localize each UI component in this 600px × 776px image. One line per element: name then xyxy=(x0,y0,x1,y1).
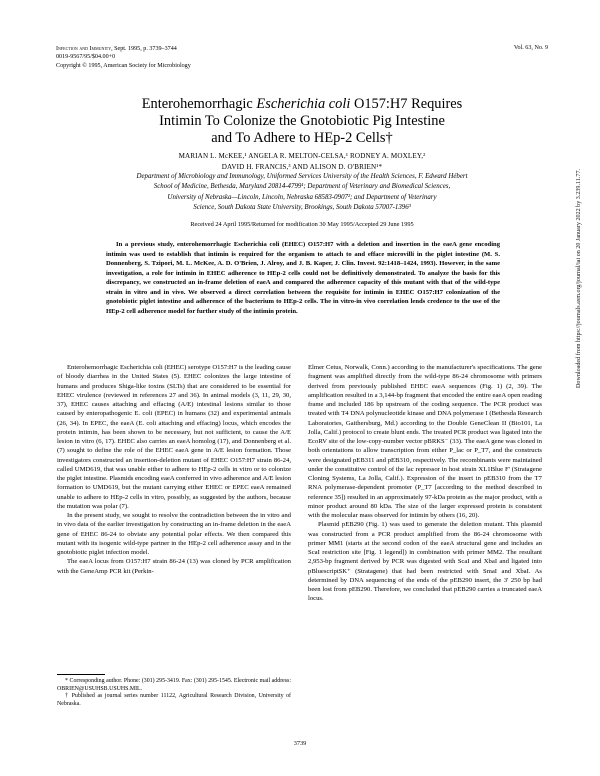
issn: 0019-9567/95/$04.00+0 xyxy=(56,54,116,61)
title-species: Escherichia coli xyxy=(256,96,351,112)
copyright: Copyright © 1995, American Society for Microbiology xyxy=(56,62,191,69)
paragraph: In the present study, we sought to resolve the contradiction between the in vitro and in vivo data of the earlier investigation by constructing an in-frame deletion in the eaeA gene of EHEC 86-24 to obviate any potential polar effects. We then compared this mutant with its isogenic wild-type partner in the HEp-2 cell adherence assay and in the gnotobiotic piglet infection model. xyxy=(57,512,291,556)
author-list: MARIAN L. McKEE,¹ ANGELA R. MELTON-CELSA,¹ RODNEY A. MOXLEY,² DAVID H. FRANCIS,³ AND ALISON D. O'BRIEN¹* xyxy=(178,152,426,171)
paragraph: Elmer Cetus, Norwalk, Conn.) according to the manufacturer's specifications. The gene fragment was amplified directly from the wild-type 86-24 chromosome with primers derived from previously published EHEC eaeA sequences (Fig. 1) (2, 39). The amplification resulted in a 3,144-bp fragment that encoded the entire eaeA open reading frame and included 186 bp upstream of the coding sequence. The PCR product was treated with T4 DNA polynucleotide kinase and DNA polymerase I (Bethesda Research Laboratories, Gaithersburg, Md.) according to the Double GeneClean II (Bio101, La Jolla, Calif.) protocol to create blunt ends. The treated PCR product was ligated into the EcoRV site of the low-copy-number vector pBRKS⁻ (33). The eaeA gene was cloned in both orientations to allow transcription from either P_lac or P_T7, and the constructs were designated pEB311 and pEB310, respectively. The recombinants were maintained under the constitutive control of the lac repressor in host strain XL1Blue F' (Stratagene Cloning Systems, La Jolla, Calif.). Expression of the insert in pEB310 from the T7 RNA polymerase-dependent promoter (P_T7 [according to the method described in reference 35]) resulted in an approximately 97-kDa protein as the major product, with a minor product around 80 kDa. The size of the larger expressed protein is consistent with the molecular mass observed for intimin by others (16, 20). xyxy=(308,364,542,519)
abstract-text: In a previous study, enterohemorrhagic Escherichia coli (EHEC) O157:H7 with a deletion and insertion in the eaeA gene encoding intimin was used to establish that intimin is required for the organism to attach to and efface microvilli in the piglet intestine (M. S. Donnenberg, S. Tzipori, M. L. McKee, A. D. O'Brien, J. Alroy, and J. B. Kaper, J. Clin. Invest. 92:1418–1424, 1993). However, in the same investigation, a role for intimin in EHEC adherence to HEp-2 cells could not be definitively demonstrated. To analyze the basis for this discrepancy, we constructed an in-frame deletion of eaeA and compared the adherence capacity of this mutant with that of the wild-type strain in vitro and in vivo. We observed a direct correlation between the requisite for intimin in EHEC O157:H7 colonization of the gnotobiotic piglet intestine and adherence of the bacterium to HEp-2 cells. The in vitro-in vivo correlation lends credence to the use of the HEp-2 cell adherence model for further study of the intimin protein. xyxy=(106,241,500,315)
paragraph: The eaeA locus from O157:H7 strain 86-24 (13) was cloned by PCR amplification with the GeneAmp PCR kit (Perkin- xyxy=(57,558,291,575)
abstract xyxy=(106,240,500,316)
running-header xyxy=(56,45,376,70)
body-column-left xyxy=(57,363,291,576)
issue-date-pages: , Sept. 1995, p. 3739–3744 xyxy=(111,46,177,52)
journal-name: Infection and Immunity xyxy=(56,46,112,52)
corresponding-author-note: * Corresponding author. Phone: (301) 295-3419. Fax: (301) 295-1545. Electronic mail address: OBRIEN@USUHSB.USUHS.MIL. xyxy=(57,678,291,692)
page-number: 3739 xyxy=(293,740,307,747)
paragraph: Enterohemorrhagic Escherichia coli (EHEC) serotype O157:H7 is the leading cause of bloody diarrhea in the United States (5). EHEC colonizes the large intestine of humans and produces Shiga-like toxins (SLTs) that are considered to be essential for EHEC virulence (reviewed in references 27 and 36). In animal models (3, 11, 29, 30, 37), EHEC causes attaching and effacing (A/E) intestinal lesions similar to those caused by enteropathogenic E. coli (EPEC) in humans (32) and experimental animals (26, 34). In EPEC, the eaeA (E. coli attaching and effacing) locus, which encodes the protein intimin, has been shown to be necessary, but not sufficient, to cause the A/E lesion in vitro (6, 17). EHEC also carries an eaeA homolog (17), and Donnenberg et al. (7) sought to define the role of the EHEC eaeA gene in A/E lesion formation. Those investigators constructed an insertion-deletion mutant of EHEC O157:H7 strain 86-24, called UMD619, that was unable either to adhere to HEp-2 cells in vitro or to colonize the piglet intestine. Plasmids encoding eaeA conferred in vivo adherence and A/E lesion formation to UMD619, but the mutant carrying either EHEC or EPEC eaeA remained unable to adhere to HEp-2 cells in vitro, possibly, as suggested by the authors, because the mutation was polar (7). xyxy=(57,364,292,510)
affiliations: Department of Microbiology and Immunology, Uniformed Services University of the Health Sciences, F. Edward Hébert School of Medicine, Bethesda, Maryland 20814-4799¹; Department of Veterinary and Biomedical Sciences, University of Nebraska—Lincoln, Lincoln, Nebraska 68583-0907²; and Department of Veterinary Science, South Dakota State University, Brookings, South Dakota 57007-1396³ xyxy=(136,173,468,211)
received-dates: Received 24 April 1995/Returned for modification 30 May 1995/Accepted 29 June 1995 xyxy=(190,221,414,228)
footnote-rule xyxy=(57,674,105,675)
body-column-right xyxy=(308,363,542,604)
footnotes xyxy=(57,678,291,708)
publication-note: † Published as journal series number 11122, Agricultural Research Division, University of Nebraska. xyxy=(57,693,291,707)
paragraph: Plasmid pEB290 (Fig. 1) was used to generate the deletion mutant. This plasmid was constructed from a PCR product amplified from the 86-24 chromosome with primer MM1 (starts at the second codon of the eaeA structural gene and includes an ScaI restriction site [Fig. 1 legend]) in combination with primer MM2. The resultant 2,953-bp fragment derived by PCR was digested with ScaI and XbaI and ligated into pBluescriptSK⁺ (Stratagene) that had been restricted with SmaI and XbaI. As determined by DNA sequencing of the ends of the pEB290 insert, the 3' 250 bp had been lost from pEB290. Therefore, we concluded that pEB290 carries a truncated eaeA locus. xyxy=(308,521,542,603)
download-notice: Downloaded from https://journals.asm.org/journal/iai on 20 January 2022 by 3.239.11.77. xyxy=(576,168,582,388)
article-title: Enterohemorrhagic Escherichia coli O157:H7 Requires Intimin To Colonize the Gnotobiotic Pig Intestine and To Adhere to HEp-2 Cells† xyxy=(141,96,463,146)
volume-number: Vol. 63, No. 9 xyxy=(513,45,548,51)
